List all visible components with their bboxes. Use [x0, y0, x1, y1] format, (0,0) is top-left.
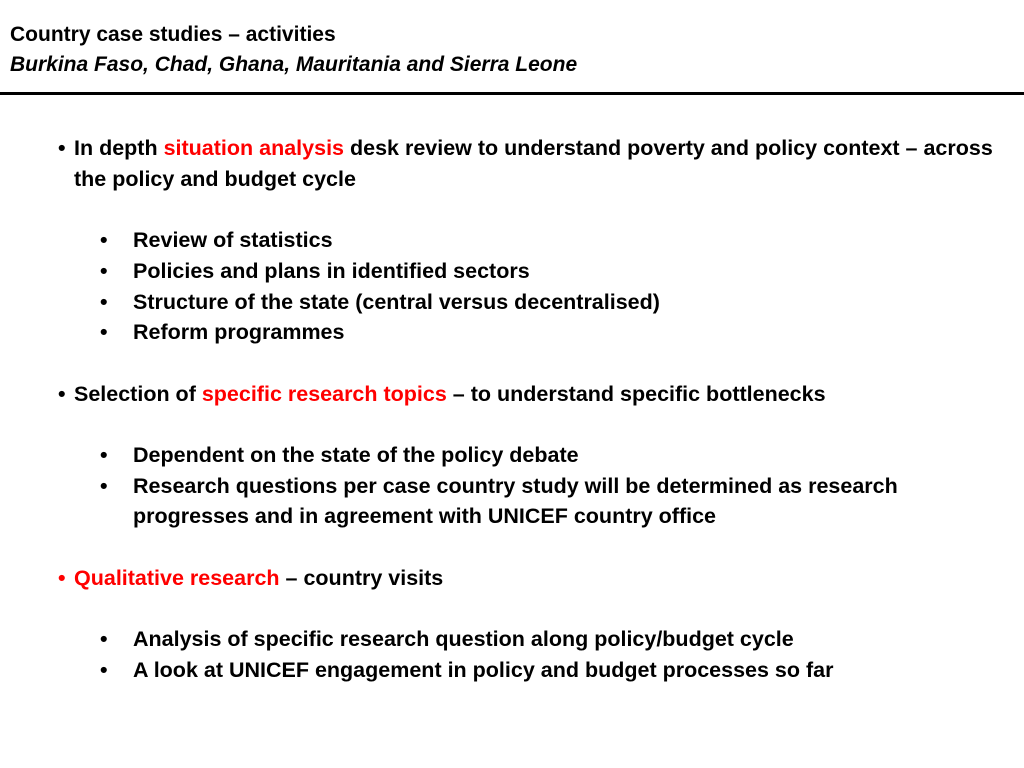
bullet-icon: •: [100, 289, 108, 314]
slide-header: [10, 20, 1010, 80]
section-lead: Selection of: [74, 381, 202, 406]
spacer: [58, 194, 998, 225]
list-item: [58, 225, 998, 256]
bullet-icon: •: [58, 136, 66, 160]
section-highlight: Qualitative research: [74, 565, 280, 590]
section-rest: desk review to understand poverty and policy context – across the policy and budget cycle: [74, 136, 993, 191]
list-item: [58, 256, 998, 287]
list-item-text: Review of statistics: [133, 228, 333, 253]
list-item-text: Reform programmes: [133, 320, 345, 345]
slide-subtitle: Burkina Faso, Chad, Ghana, Mauritania and Sierra Leone: [10, 53, 578, 76]
list-item-text: Dependent on the state of the policy debate: [133, 442, 579, 467]
bullet-icon: •: [100, 228, 108, 253]
section-lead: In depth: [74, 136, 164, 160]
list-item-text: A look at UNICEF engagement in policy and budget processes so far: [133, 657, 834, 682]
list-item: [58, 287, 998, 318]
spacer: [58, 532, 998, 563]
section-rest: – country visits: [279, 565, 444, 590]
list-item-text: Research questions per case country study will be determined as research progresses and in agreement with UNICEF country office: [133, 473, 898, 529]
section-situation-analysis: [58, 133, 998, 194]
bullet-icon: •: [100, 473, 108, 498]
spacer: [58, 409, 998, 440]
bullet-icon: •: [58, 565, 66, 590]
spacer: [58, 348, 998, 379]
list-item-text: Policies and plans in identified sectors: [133, 258, 530, 283]
list-item: [58, 471, 998, 532]
section-qualitative-research: [58, 563, 998, 594]
section-highlight: specific research topics: [201, 381, 447, 406]
bullet-icon: •: [100, 657, 108, 682]
list-item: [58, 440, 998, 471]
bullet-icon: •: [100, 627, 108, 652]
section-highlight: situation analysis: [163, 136, 344, 160]
list-item: [58, 655, 998, 686]
bullet-icon: •: [58, 381, 66, 406]
list-item: [58, 317, 998, 348]
slide-content: [58, 133, 998, 686]
list-item-text: Structure of the state (central versus decentralised): [133, 289, 660, 314]
bullet-icon: •: [100, 320, 108, 345]
slide-title: Country case studies – activities: [10, 23, 336, 46]
bullet-icon: •: [100, 442, 108, 467]
section-research-topics: [58, 379, 998, 410]
header-divider: [0, 92, 1024, 95]
bullet-icon: •: [100, 258, 108, 283]
list-item-text: Analysis of specific research question along policy/budget cycle: [133, 627, 794, 652]
list-item: [58, 624, 998, 655]
spacer: [58, 593, 998, 624]
section-rest: – to understand specific bottlenecks: [446, 381, 826, 406]
